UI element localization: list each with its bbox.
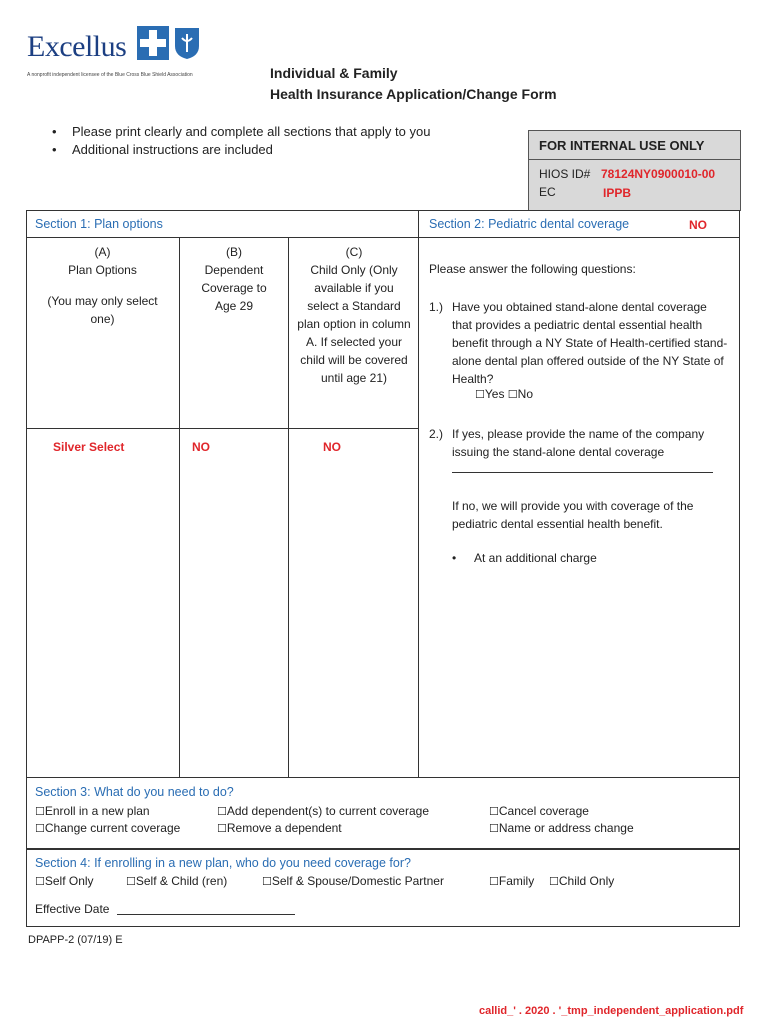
- plan-option-value[interactable]: Silver Select: [53, 440, 125, 454]
- additional-charge-item: • At an additional charge: [452, 551, 597, 565]
- ec-value: IPPB: [603, 186, 632, 200]
- col-c-header: (C) Child Only (Only available if you select a Standard plan option in column A. If selected your child will be covered until age 21): [297, 245, 411, 385]
- effective-date-field[interactable]: [117, 914, 295, 915]
- child-only-value[interactable]: NO: [323, 440, 341, 454]
- option-self-child[interactable]: ☐ Self & Child (ren): [126, 874, 227, 888]
- question-2: 2.) If yes, please provide the name of the company issuing the stand-alone dental coverage: [429, 427, 705, 459]
- section1-title: Section 1: Plan options: [35, 217, 163, 231]
- section2-intro: Please answer the following questions:: [429, 262, 636, 276]
- option-remove-dependent[interactable]: ☐ Remove a dependent: [217, 821, 342, 835]
- internal-use-heading: FOR INTERNAL USE ONLY: [539, 138, 705, 153]
- ec-label: EC: [539, 185, 556, 199]
- file-reference: callid_' . 2020 . '_tmp_independent_application.pdf: [479, 1005, 744, 1017]
- option-add-dependent[interactable]: ☐ Add dependent(s) to current coverage: [217, 804, 429, 818]
- q1-answer-options: ☐ Yes ☐ No: [475, 387, 533, 401]
- brand-name: Excellus: [27, 30, 127, 63]
- instruction-item: • Additional instructions are included: [52, 142, 273, 157]
- hios-value: 78124NY0900010-00: [601, 167, 716, 181]
- q1-yes-checkbox[interactable]: [475, 387, 485, 401]
- option-enroll-new-plan[interactable]: ☐ Enroll in a new plan: [35, 804, 150, 818]
- option-self-only[interactable]: ☐ Self Only: [35, 874, 94, 888]
- effective-date-label: Effective Date: [35, 902, 110, 916]
- internal-use-box: [528, 130, 741, 211]
- section4-title: Section 4: If enrolling in a new plan, who do you need coverage for?: [35, 856, 411, 870]
- form-code: DPAPP-2 (07/19) E: [28, 934, 123, 946]
- section2-title: Section 2: Pediatric dental coverage: [429, 217, 630, 231]
- q1-no-checkbox[interactable]: [508, 387, 518, 401]
- option-family[interactable]: ☐ Family: [489, 874, 534, 888]
- section2-status[interactable]: NO: [689, 218, 707, 232]
- col-b-header: (B) Dependent Coverage to Age 29: [201, 245, 267, 313]
- option-child-only[interactable]: ☐ Child Only: [549, 874, 614, 888]
- hios-label: HIOS ID#: [539, 167, 591, 181]
- option-self-spouse[interactable]: ☐ Self & Spouse/Domestic Partner: [262, 874, 444, 888]
- form-title-line1: Individual & Family: [270, 65, 398, 81]
- option-change-coverage[interactable]: ☐ Change current coverage: [35, 821, 180, 835]
- q2-no-text: If no, we will provide you with coverage of the pediatric dental essential health benefit.: [452, 499, 694, 531]
- col-a-header: (A) Plan Options (You may only select one): [47, 245, 158, 326]
- option-cancel-coverage[interactable]: ☐ Cancel coverage: [489, 804, 589, 818]
- brand-tagline: A nonprofit independent licensee of the Blue Cross Blue Shield Association: [27, 72, 193, 78]
- company-logo: [27, 30, 227, 80]
- dental-company-field[interactable]: [452, 472, 713, 473]
- instructions-list: [52, 123, 430, 159]
- blue-shield-icon: [173, 26, 201, 60]
- form-title-line2: Health Insurance Application/Change Form: [270, 86, 557, 102]
- blue-cross-icon: [137, 26, 169, 60]
- section3-title: Section 3: What do you need to do?: [35, 785, 234, 799]
- question-1: 1.) Have you obtained stand-alone dental coverage that provides a pediatric dental essential health benefit through a NY State of Health-certified stand-alone dental plan offered outside of the NY State of Health?: [429, 300, 728, 386]
- dependent-coverage-value[interactable]: NO: [192, 440, 210, 454]
- option-name-address-change[interactable]: ☐ Name or address change: [489, 821, 634, 835]
- instruction-item: • Please print clearly and complete all sections that apply to you: [52, 124, 431, 139]
